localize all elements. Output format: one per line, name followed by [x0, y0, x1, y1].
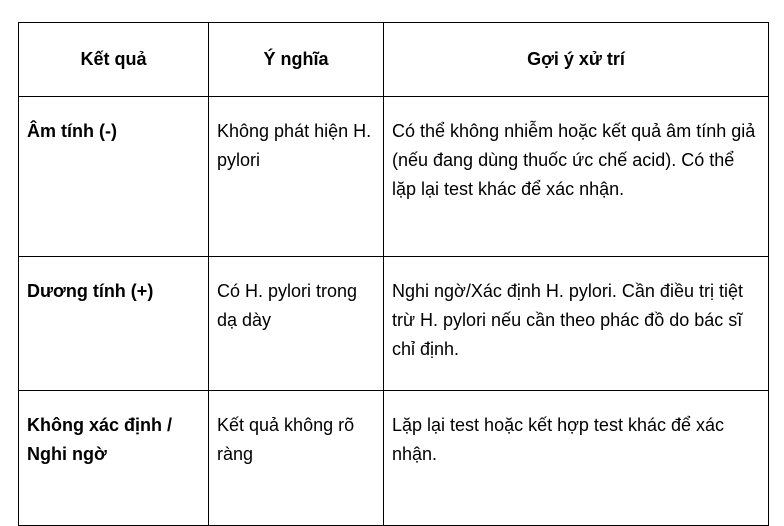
meaning-cell: Kết quả không rõ ràng — [209, 391, 384, 526]
meaning-cell: Có H. pylori trong dạ dày — [209, 257, 384, 391]
result-cell: Dương tính (+) — [19, 257, 209, 391]
table-header-row — [19, 23, 769, 97]
table-row — [19, 257, 769, 391]
table-row — [19, 97, 769, 257]
suggestion-cell: Lặp lại test hoặc kết hợp test khác để xác nhận. — [384, 391, 769, 526]
result-cell: Âm tính (-) — [19, 97, 209, 257]
meaning-cell: Không phát hiện H. pylori — [209, 97, 384, 257]
result-cell: Không xác định / Nghi ngờ — [19, 391, 209, 526]
table-row — [19, 391, 769, 526]
header-suggestion: Gợi ý xử trí — [384, 23, 769, 97]
suggestion-cell: Có thể không nhiễm hoặc kết quả âm tính giả (nếu đang dùng thuốc ức chế acid). Có thể lặp lại test khác để xác nhận. — [384, 97, 769, 257]
header-result: Kết quả — [19, 23, 209, 97]
result-interpretation-table — [18, 22, 769, 526]
header-meaning: Ý nghĩa — [209, 23, 384, 97]
suggestion-cell: Nghi ngờ/Xác định H. pylori. Cần điều trị tiệt trừ H. pylori nếu cần theo phác đồ do bác sĩ chỉ định. — [384, 257, 769, 391]
